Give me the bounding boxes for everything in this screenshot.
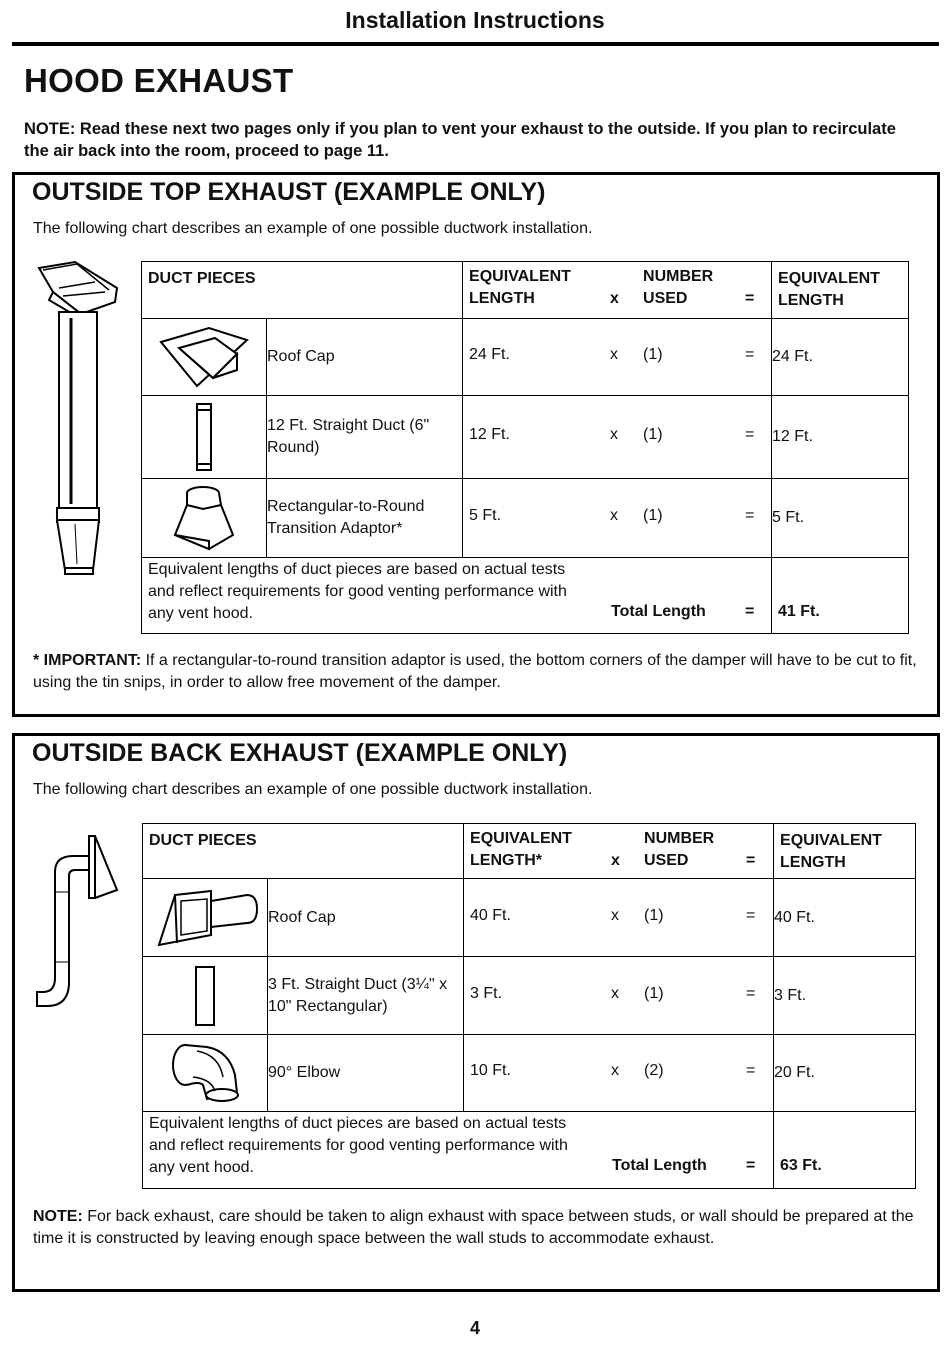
equals-sign: = — [745, 346, 755, 363]
back-exhaust-note — [33, 1206, 923, 1250]
multiply-sign: x — [610, 426, 619, 443]
note-label: NOTE: — [33, 1208, 83, 1225]
table-row — [143, 957, 916, 1035]
multiply-sign: x — [611, 984, 620, 1002]
transition-adaptor-icon — [169, 483, 239, 553]
header-used: USED — [644, 852, 689, 869]
total-length-label: Total Length — [612, 1157, 707, 1174]
equiv-length: 24 Ft. — [469, 346, 510, 363]
multiply-sign: x — [611, 906, 620, 924]
total-length-label: Total Length — [611, 603, 706, 620]
header-number: NUMBER — [643, 268, 714, 285]
number-used: (1) — [643, 507, 663, 524]
row-equivalent-length: 20 Ft. — [774, 1035, 916, 1112]
equiv-length: 5 Ft. — [469, 507, 502, 524]
page-number: 4 — [469, 1318, 480, 1338]
multiply-sign: x — [611, 1062, 620, 1079]
intro-note: NOTE: Read these next two pages only if you plan to vent your exhaust to the outside. If you plan to recirculate the air back into the room, proceed to page 11. — [24, 120, 896, 160]
duct-name: Rectangular-to-Round Transition Adaptor* — [267, 479, 463, 558]
wall-duct-assembly-icon — [33, 832, 125, 1016]
note-text: For back exhaust, care should be taken to align exhaust with space between studs, or wall should be prepared at the time it is constructed by leaving enough space between the wall studs to accommodate exhaust. — [33, 1208, 914, 1247]
section-title: OUTSIDE TOP EXHAUST (EXAMPLE ONLY) — [32, 178, 546, 206]
total-length-value: 63 Ft. — [780, 1157, 822, 1174]
rectangular-duct-icon — [191, 963, 219, 1029]
equals-sign: = — [745, 426, 755, 443]
equals-sign: = — [745, 507, 755, 524]
row-equivalent-length: 5 Ft. — [772, 479, 909, 558]
table-footer-row — [143, 1112, 916, 1189]
header-length: LENGTH — [469, 290, 535, 307]
equiv-length: 40 Ft. — [470, 906, 511, 924]
header-result-equivalent: EQUIVALENT — [780, 832, 882, 849]
header-result-equivalent: EQUIVALENT — [778, 270, 880, 287]
table-header-row — [143, 824, 916, 879]
duct-name: 90° Elbow — [268, 1035, 464, 1112]
header-rule — [12, 42, 939, 46]
header-duct-pieces: DUCT PIECES — [149, 832, 257, 849]
header-length: LENGTH* — [470, 852, 543, 869]
number-used: (1) — [643, 426, 663, 443]
section-subtitle: The following chart describes an example of one possible ductwork installation. — [33, 781, 593, 798]
number-used: (1) — [643, 346, 663, 363]
outside-back-exhaust-section — [12, 733, 940, 1292]
duct-name: 12 Ft. Straight Duct (6" Round) — [267, 396, 463, 479]
number-used: (2) — [644, 1062, 664, 1079]
number-used: (1) — [644, 984, 664, 1002]
equals-sign: = — [746, 1062, 756, 1079]
important-text: If a rectangular-to-round transition adaptor is used, the bottom corners of the damper will have to be cut to fit, using the tin snips, in order to allow free movement of the damper. — [33, 652, 917, 691]
table-footer-row — [142, 558, 909, 634]
section-title: OUTSIDE BACK EXHAUST (EXAMPLE ONLY) — [32, 739, 568, 767]
roof-duct-assembly-icon — [35, 258, 127, 580]
table-row — [142, 479, 909, 558]
row-equivalent-length: 3 Ft. — [774, 957, 916, 1035]
important-label: * IMPORTANT: — [33, 652, 142, 669]
header-multiply: x — [610, 290, 619, 307]
elbow-icon — [167, 1041, 243, 1105]
top-duct-table — [141, 261, 909, 634]
straight-duct-icon — [192, 400, 216, 474]
total-equals-sign: = — [745, 603, 755, 620]
section-subtitle: The following chart describes an example of one possible ductwork installation. — [33, 220, 593, 237]
outside-top-exhaust-section — [12, 172, 940, 717]
equals-sign: = — [746, 906, 756, 924]
row-equivalent-length: 24 Ft. — [772, 319, 909, 396]
duct-name: 3 Ft. Straight Duct (3¼" x 10" Rectangular) — [268, 957, 464, 1035]
header-result-length: LENGTH — [778, 292, 844, 309]
header-equivalent: EQUIVALENT — [469, 268, 571, 285]
footer-note: Equivalent lengths of duct pieces are based on actual tests and reflect requirements for good venting performance with any vent hood. — [148, 561, 567, 622]
equiv-length: 10 Ft. — [470, 1062, 511, 1079]
duct-name: Roof Cap — [267, 319, 463, 396]
row-equivalent-length: 12 Ft. — [772, 396, 909, 479]
total-length-value: 41 Ft. — [778, 603, 820, 620]
multiply-sign: x — [610, 507, 619, 524]
table-row — [142, 319, 909, 396]
equiv-length: 3 Ft. — [470, 984, 503, 1002]
table-row — [143, 1035, 916, 1112]
header-number: NUMBER — [644, 830, 715, 847]
header-result-length: LENGTH — [780, 854, 846, 871]
header-duct-pieces: DUCT PIECES — [148, 270, 256, 287]
document-header-title: Installation Instructions — [345, 7, 605, 33]
header-used: USED — [643, 290, 688, 307]
total-equals-sign: = — [746, 1157, 756, 1174]
roof-cap-icon — [157, 324, 251, 390]
wall-cap-icon — [151, 887, 259, 949]
header-equals: = — [745, 290, 755, 307]
footer-note: Equivalent lengths of duct pieces are based on actual tests and reflect requirements for good venting performance with any vent hood. — [149, 1115, 568, 1176]
back-duct-table — [142, 823, 916, 1189]
header-equals: = — [746, 852, 756, 869]
multiply-sign: x — [610, 346, 619, 363]
row-equivalent-length: 40 Ft. — [774, 879, 916, 957]
table-row — [142, 396, 909, 479]
important-note — [33, 650, 923, 694]
header-equivalent: EQUIVALENT — [470, 830, 572, 847]
number-used: (1) — [644, 906, 664, 924]
table-header-row — [142, 262, 909, 319]
duct-name: Roof Cap — [268, 879, 464, 957]
table-row — [143, 879, 916, 957]
header-multiply: x — [611, 852, 620, 869]
equiv-length: 12 Ft. — [469, 426, 510, 443]
equals-sign: = — [746, 984, 756, 1002]
page-title: HOOD EXHAUST — [24, 62, 294, 99]
